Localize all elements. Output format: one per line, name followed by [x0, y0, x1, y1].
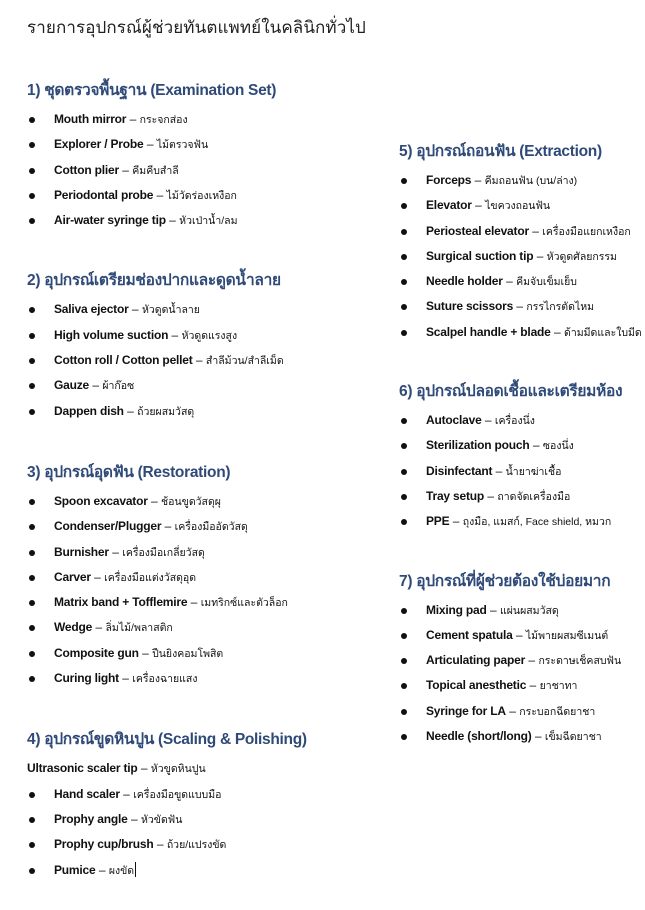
section-heading: 7) อุปกรณ์ที่ผู้ช่วยต้องใช้บ่อยมาก: [399, 572, 611, 590]
bullet-icon: [29, 842, 35, 848]
bullet-icon: [29, 524, 35, 530]
item-desc: ถุงมือ, แมสก์, Face shield, หมวก: [462, 516, 612, 529]
item-term: Carver: [54, 569, 91, 584]
item-term: Cotton plier: [54, 162, 119, 177]
document-title: รายการอุปกรณ์ผู้ช่วยทันตแพทย์ในคลินิกทั่วไป: [27, 18, 366, 37]
item-desc: เครื่องมือแต่งวัสดุอุด: [104, 571, 197, 584]
section-scaling-polishing: [27, 728, 327, 882]
item-term: Mouth mirror: [54, 112, 127, 126]
item-separator: –: [118, 671, 133, 686]
bullet-icon: [29, 193, 35, 199]
item-term: Syringe for LA: [426, 703, 506, 718]
bullet-icon: [401, 608, 407, 614]
list-item: [27, 107, 327, 132]
bullet-icon: [29, 676, 35, 682]
list-item: [399, 484, 639, 509]
item-term: Elevator: [426, 198, 472, 213]
item-desc: หัวดูดแรงสูง: [181, 329, 238, 342]
item-term: Scalpel handle + blade: [426, 324, 551, 339]
bullet-icon: [29, 499, 35, 505]
list-item: [399, 724, 639, 749]
item-desc: น้ำยาฆ่าเชื้อ: [505, 465, 562, 478]
item-separator: –: [153, 187, 167, 202]
item-desc: เมทริกซ์และตัวล็อก: [200, 597, 288, 610]
text-cursor: [135, 862, 136, 877]
item-desc: ผงขัด: [108, 864, 135, 877]
item-desc: เครื่องนึ่ง: [494, 415, 535, 428]
bullet-icon: [29, 142, 35, 148]
item-separator: –: [492, 463, 506, 478]
bullet-icon: [29, 550, 35, 556]
list-item: [27, 565, 327, 590]
item-separator: –: [118, 162, 133, 177]
item-term: Wedge: [54, 620, 93, 635]
item-desc: หัวขัดฟัน: [140, 813, 183, 826]
item-desc: ผ้าก๊อซ: [102, 380, 135, 393]
bullet-icon: [401, 469, 407, 475]
item-desc: ปืนยิงคอมโพสิต: [152, 647, 224, 660]
item-desc: ไม้วัดร่องเหงือก: [166, 189, 237, 202]
list-item: [399, 168, 639, 193]
item-term: Periodontal probe: [54, 187, 154, 202]
item-separator: –: [505, 703, 520, 718]
list-item: [27, 183, 327, 208]
list-item: [399, 320, 642, 345]
list-item: [399, 193, 639, 218]
list-item: [27, 832, 327, 857]
item-separator: –: [137, 761, 151, 776]
section-extraction: [399, 140, 642, 345]
item-separator: –: [119, 786, 134, 801]
item-term: Air-water syringe tip: [54, 213, 166, 228]
item-desc: คีมจับเข็มเย็บ: [516, 276, 577, 289]
item-separator: –: [92, 620, 106, 635]
section-heading: 6) อุปกรณ์ปลอดเชื้อและเตรียมห้อง: [399, 383, 623, 401]
item-desc: ไขควงถอนฟัน: [485, 200, 551, 213]
bullet-icon: [29, 817, 35, 823]
list-item: [399, 294, 639, 319]
list-item: [399, 648, 639, 673]
bullet-icon: [29, 117, 35, 123]
section-heading: 5) อุปกรณ์ถอนฟัน (Extraction): [399, 143, 602, 160]
item-list: [399, 408, 639, 534]
item-separator: –: [533, 248, 547, 263]
bullet-icon: [401, 519, 407, 525]
bullet-icon: [401, 304, 407, 310]
list-item: [27, 666, 327, 691]
item-desc: เครื่องมือแยกเหงือก: [542, 225, 631, 238]
item-term: Cotton roll / Cotton pellet: [54, 353, 193, 368]
list-item: [399, 509, 639, 534]
item-term: Pumice: [54, 862, 96, 877]
bullet-icon: [29, 575, 35, 581]
bullet-icon: [29, 218, 35, 224]
item-desc: หัวดูดศัลยกรรม: [546, 250, 617, 263]
list-item: [399, 459, 639, 484]
bullet-icon: [401, 178, 407, 184]
item-term: Burnisher: [54, 544, 109, 559]
item-separator: –: [512, 627, 526, 642]
item-desc: กระดาษเช็คสบฟัน: [538, 655, 622, 668]
item-term: Disinfectant: [426, 463, 493, 478]
item-term: Explorer / Probe: [54, 137, 144, 152]
item-term: Autoclave: [426, 413, 482, 428]
list-item: [27, 297, 327, 322]
item-separator: –: [127, 811, 141, 826]
item-term: High volume suction: [54, 327, 169, 342]
item-term: Surgical suction tip: [426, 248, 534, 263]
list-item: [27, 489, 327, 514]
item-separator: –: [192, 353, 206, 368]
bullet-icon: [401, 279, 407, 285]
bullet-icon: [29, 625, 35, 631]
list-item: [27, 615, 327, 640]
list-item: [27, 807, 327, 832]
bullet-icon: [401, 734, 407, 740]
section-examination-set: [27, 79, 327, 233]
item-desc: ไม้พายผสมซีเมนต์: [525, 629, 609, 642]
list-item: [399, 598, 639, 623]
item-term: Needle holder: [426, 274, 503, 289]
item-desc: คีมถอนฟัน (บน/ล่าง): [484, 175, 578, 187]
list-item: [27, 208, 327, 233]
item-term: PPE: [426, 514, 450, 529]
bullet-icon: [401, 254, 407, 260]
item-desc: ไม้ตรวจฟัน: [156, 139, 209, 152]
list-item: [399, 269, 639, 294]
item-term: Prophy cup/brush: [54, 837, 154, 852]
item-desc: เครื่องฉายแสง: [132, 673, 198, 686]
bullet-icon: [29, 307, 35, 313]
bullet-icon: [401, 658, 407, 664]
lead-line: [27, 756, 327, 781]
item-separator: –: [138, 645, 153, 660]
item-desc: ยาชาทา: [539, 680, 578, 693]
item-term: Hand scaler: [54, 786, 120, 801]
item-separator: –: [128, 302, 142, 317]
list-item: [27, 858, 327, 883]
bullet-icon: [401, 709, 407, 715]
list-item: [399, 244, 639, 269]
item-term: Mixing pad: [426, 602, 487, 617]
left-column: [27, 79, 327, 883]
item-list: [399, 598, 639, 750]
list-item: [27, 540, 327, 565]
bullet-icon: [401, 494, 407, 500]
list-item: [27, 399, 327, 424]
item-desc: เครื่องมือเกลี่ยวัสดุ: [122, 546, 205, 559]
section-heading: 3) อุปกรณ์อุดฟัน (Restoration): [27, 463, 231, 481]
item-desc: ช้อนขูดวัสดุผุ: [161, 495, 221, 508]
item-term: Ultrasonic scaler tip: [27, 761, 138, 776]
item-desc: ถาดจัดเครื่องมือ: [497, 490, 571, 503]
item-desc: กรรไกรตัดไหม: [526, 301, 595, 314]
item-separator: –: [126, 112, 140, 126]
item-separator: –: [471, 173, 485, 187]
list-item: [27, 514, 327, 539]
item-term: Topical anesthetic: [426, 678, 527, 693]
item-desc: เครื่องมือขูดแบบมือ: [133, 788, 222, 801]
list-item: [27, 373, 327, 398]
item-separator: –: [90, 569, 105, 584]
item-desc: ด้ามมีดและใบมีด: [564, 326, 642, 339]
list-item: [399, 623, 639, 648]
bullet-icon: [29, 409, 35, 415]
bullet-icon: [29, 333, 35, 339]
bullet-icon: [401, 229, 407, 235]
item-term: Needle (short/long): [426, 729, 532, 744]
list-item: [27, 158, 327, 183]
item-separator: –: [95, 862, 109, 877]
bullet-icon: [29, 600, 35, 606]
item-desc: หัวเป่าน้ำ/ลม: [179, 215, 238, 228]
item-term: Condenser/Plugger: [54, 519, 162, 534]
item-term: Forceps: [426, 173, 472, 187]
list-item: [399, 673, 639, 698]
list-item: [399, 219, 639, 244]
item-separator: –: [187, 595, 201, 610]
item-separator: –: [147, 493, 162, 508]
bullet-icon: [401, 418, 407, 424]
list-item: [27, 348, 327, 373]
item-term: Tray setup: [426, 488, 485, 503]
bullet-icon: [29, 868, 35, 874]
item-separator: –: [143, 137, 157, 152]
section-frequent-use: [399, 570, 639, 750]
item-separator: –: [529, 438, 543, 453]
bullet-icon: [401, 683, 407, 689]
list-item: [27, 132, 327, 157]
list-item: [399, 408, 639, 433]
list-item: [399, 433, 639, 458]
section-sterilization: [399, 380, 639, 534]
item-separator: –: [89, 378, 103, 393]
item-separator: –: [481, 413, 495, 428]
section-restoration: [27, 461, 327, 691]
item-separator: –: [108, 544, 123, 559]
item-desc: เครื่องมืออัดวัสดุ: [174, 521, 248, 534]
bullet-icon: [401, 203, 407, 209]
section-heading: 1) ชุดตรวจพื้นฐาน (Examination Set): [27, 82, 277, 99]
item-separator: –: [168, 327, 182, 342]
bullet-icon: [401, 443, 407, 449]
item-term: Composite gun: [54, 645, 139, 660]
item-list: [399, 168, 642, 345]
item-desc: ซองนึ่ง: [542, 440, 574, 453]
bullet-icon: [29, 168, 35, 174]
item-separator: –: [528, 223, 543, 238]
item-separator: –: [161, 519, 175, 534]
item-desc: ลิ่มไม้/พลาสติก: [105, 622, 173, 635]
section-heading: 4) อุปกรณ์ขูดหินปูน (Scaling & Polishing): [27, 731, 307, 749]
section-oral-prep: [27, 269, 327, 423]
item-separator: –: [486, 602, 501, 617]
item-separator: –: [484, 488, 498, 503]
item-term: Saliva ejector: [54, 302, 129, 317]
item-list: [27, 782, 327, 883]
item-separator: –: [526, 678, 540, 693]
list-item: [27, 590, 327, 615]
list-item: [27, 641, 327, 666]
item-desc: ถ้วยผสมวัสดุ: [137, 405, 195, 418]
bullet-icon: [29, 651, 35, 657]
bullet-icon: [401, 330, 407, 336]
item-term: Suture scissors: [426, 299, 514, 314]
item-desc: หัวดูดน้ำลาย: [141, 304, 200, 317]
item-desc: สำลีม้วน/สำลีเม็ด: [205, 355, 284, 368]
item-separator: –: [531, 729, 545, 744]
bullet-icon: [29, 358, 35, 364]
item-term: Matrix band + Tofflemire: [54, 595, 188, 610]
item-separator: –: [123, 403, 138, 418]
item-term: Cement spatula: [426, 627, 513, 642]
item-term: Periosteal elevator: [426, 223, 529, 238]
item-desc: ถ้วย/แปรงขัด: [166, 839, 227, 852]
bullet-icon: [29, 792, 35, 798]
item-separator: –: [165, 213, 180, 228]
section-heading: 2) อุปกรณ์เตรียมช่องปากและดูดน้ำลาย: [27, 272, 281, 290]
item-separator: –: [550, 324, 564, 339]
item-term: Articulating paper: [426, 653, 526, 668]
right-column: [399, 140, 642, 749]
item-list: [27, 297, 327, 423]
item-list: [27, 107, 327, 233]
item-separator: –: [513, 299, 527, 314]
item-desc: กระจกส่อง: [139, 114, 188, 126]
item-separator: –: [471, 198, 486, 213]
item-list: [27, 489, 327, 691]
list-item: [27, 782, 327, 807]
item-separator: –: [525, 653, 539, 668]
bullet-icon: [29, 383, 35, 389]
item-term: Sterilization pouch: [426, 438, 530, 453]
bullet-icon: [401, 633, 407, 639]
list-item: [27, 323, 327, 348]
item-term: Spoon excavator: [54, 493, 148, 508]
item-term: Dappen dish: [54, 403, 124, 418]
item-term: Prophy angle: [54, 811, 128, 826]
item-desc: หัวขูดหินปูน: [150, 763, 206, 776]
item-term: Curing light: [54, 671, 119, 686]
item-desc: เข็มฉีดยาชา: [544, 731, 602, 744]
item-separator: –: [153, 837, 167, 852]
item-desc: แผ่นผสมวัสดุ: [500, 604, 559, 617]
item-separator: –: [502, 274, 517, 289]
item-desc: คีมคีบสำลี: [132, 164, 179, 177]
item-term: Gauze: [54, 378, 90, 393]
list-item: [399, 699, 639, 724]
item-separator: –: [449, 514, 463, 529]
item-desc: กระบอกฉีดยาชา: [519, 705, 596, 718]
